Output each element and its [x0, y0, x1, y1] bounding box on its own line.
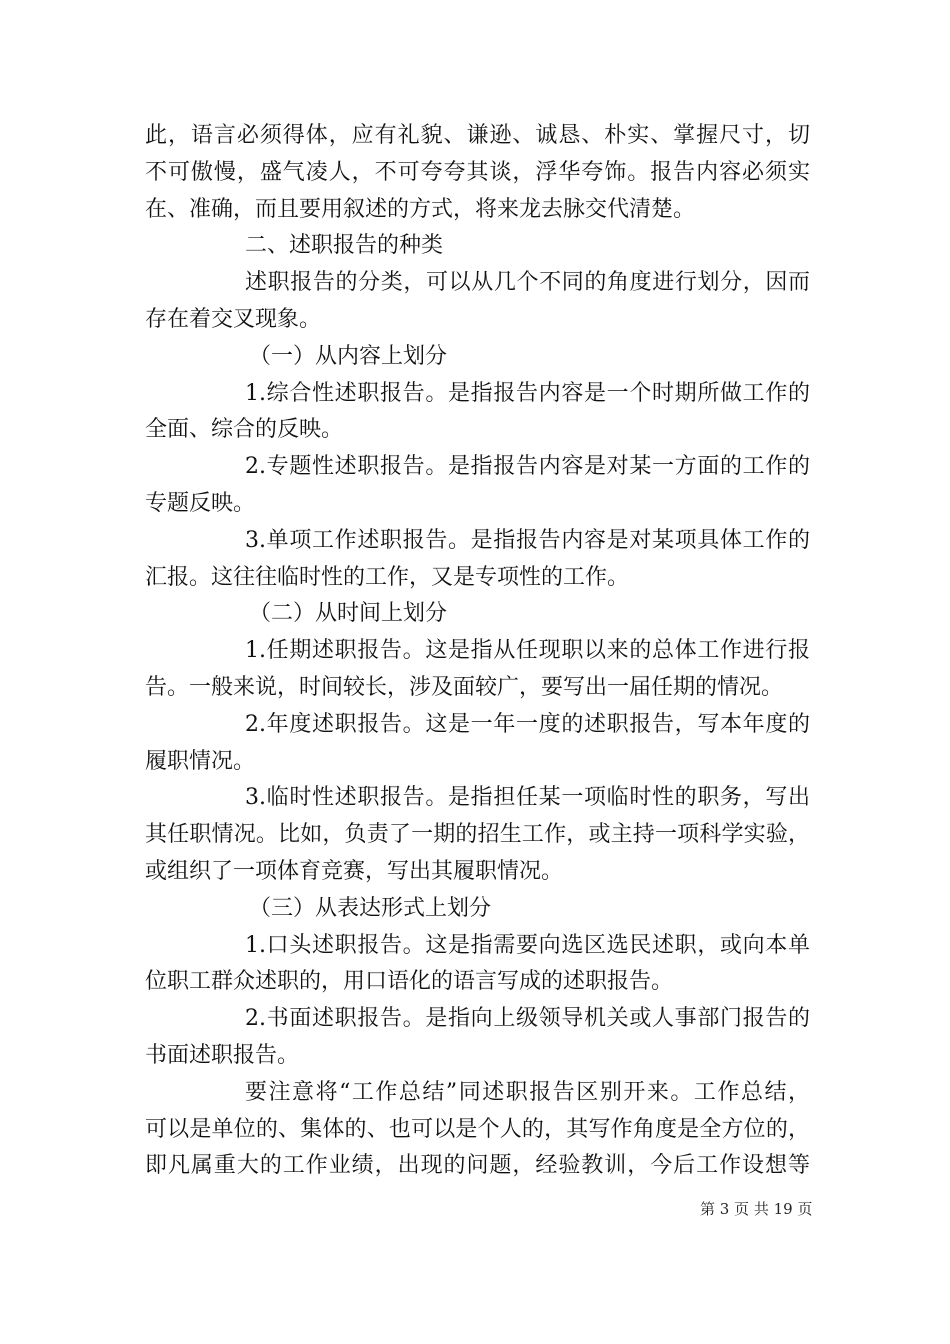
text-line: 要注意将“工作总结”同述职报告区别开来。工作总结，	[245, 1079, 810, 1105]
page-number: 第 3 页 共 19 页	[700, 1200, 813, 1218]
text-line: 在、准确，而且要用叙述的方式，将来龙去脉交代清楚。	[145, 196, 696, 222]
section-heading: 二、述职报告的种类	[245, 233, 444, 259]
text-line: 3.临时性述职报告。是指担任某一项临时性的职务，写出	[245, 785, 810, 811]
text-line: 全面、综合的反映。	[145, 417, 344, 443]
text-line: 即凡属重大的工作业绩，出现的问题，经验教训，今后工作设想等	[145, 1153, 810, 1179]
text-line: 1.口头述职报告。这是指需要向选区选民述职，或向本单	[245, 932, 810, 958]
text-line: 2.书面述职报告。是指向上级领导机关或人事部门报告的	[245, 1006, 810, 1032]
text-line: 2.专题性述职报告。是指报告内容是对某一方面的工作的	[245, 454, 810, 480]
text-line: 此，语言必须得体，应有礼貌、谦逊、诚恳、朴实、掌握尺寸，切	[145, 123, 810, 148]
text-line: 或组织了一项体育竞赛，写出其履职情况。	[145, 858, 564, 884]
text-line: 存在着交叉现象。	[145, 306, 322, 332]
text-line: 告。一般来说，时间较长，涉及面较广，要写出一届任期的情况。	[145, 674, 784, 700]
text-line: 3.单项工作述职报告。是指报告内容是对某项具体工作的	[245, 527, 810, 553]
text-line: 其任职情况。比如，负责了一期的招生工作，或主持一项科学实验，	[145, 822, 810, 848]
text-line: 专题反映。	[145, 490, 256, 516]
text-line: 述职报告的分类，可以从几个不同的角度进行划分，因而	[245, 270, 810, 296]
text-line: 履职情况。	[145, 748, 256, 774]
body-text	[145, 118, 810, 1185]
subsection-heading: （二）从时间上划分	[249, 601, 448, 627]
text-line: 1.综合性述职报告。是指报告内容是一个时期所做工作的	[245, 380, 810, 406]
text-line: 1.任期述职报告。这是指从任现职以来的总体工作进行报	[245, 638, 810, 664]
subsection-heading: （三）从表达形式上划分	[249, 895, 492, 921]
text-line: 汇报。这往往临时性的工作，又是专项性的工作。	[145, 564, 630, 590]
text-line: 2.年度述职报告。这是一年一度的述职报告，写本年度的	[245, 711, 810, 737]
subsection-heading: （一）从内容上划分	[249, 343, 448, 369]
text-line: 位职工群众述职的，用口语化的语言写成的述职报告。	[145, 969, 674, 995]
text-line: 不可傲慢，盛气凌人，不可夸夸其谈，浮华夸饰。报告内容必须实	[145, 159, 810, 185]
text-line: 可以是单位的、集体的、也可以是个人的，其写作角度是全方位的，	[145, 1116, 810, 1142]
text-line: 书面述职报告。	[145, 1042, 300, 1068]
